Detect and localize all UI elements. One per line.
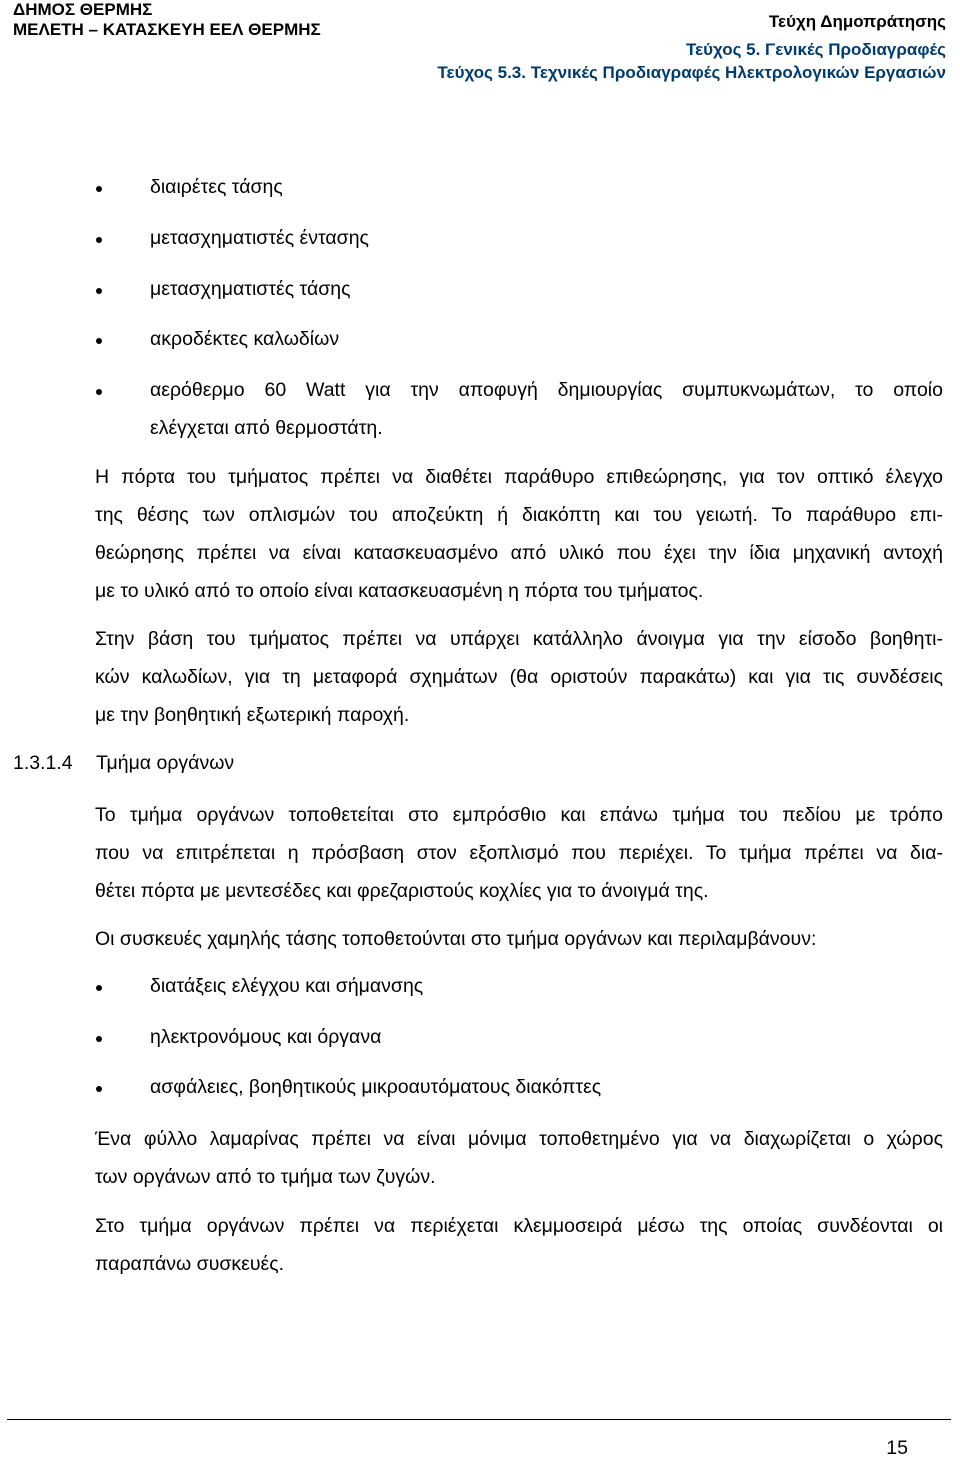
- paragraph-terminal-block: [95, 1207, 943, 1283]
- paragraph-low-voltage-devices: [95, 920, 943, 958]
- list-item: μετασχηματιστές τάσης: [150, 278, 351, 300]
- header-subvolume: Τεύχος 5.3. Τεχνικές Προδιαγραφές Ηλεκτρολογικών Εργασιών: [437, 63, 946, 82]
- paragraph-line: κών καλωδίων, για τη μεταφορά σχημάτων (θα οριστούν παρακάτω) και για τις συνδέσεις: [95, 666, 943, 688]
- footer-divider: [7, 1419, 951, 1420]
- bullet-dot: [96, 338, 102, 344]
- paragraph-door-window: [95, 458, 943, 610]
- paragraph-line: Η πόρτα του τμήματος πρέπει να διαθέτει παράθυρο επιθεώρησης, για τον οπτικό έλεγχο: [95, 466, 943, 488]
- paragraph-instruments-section: [95, 796, 943, 910]
- list-item: διατάξεις ελέγχου και σήμανσης: [150, 975, 424, 997]
- bullet-dot: [96, 1036, 102, 1042]
- paragraph-line: Στο τμήμα οργάνων πρέπει να περιέχεται κλεμμοσειρά μέσω της οποίας συνδέονται οι: [95, 1215, 943, 1237]
- paragraph-line: Στην βάση του τμήματος πρέπει να υπάρχει κατάλληλο άνοιγμα για την είσοδο βοηθητι-: [95, 628, 943, 650]
- paragraph-line: με το υλικό από το οποίο είναι κατασκευασμένη η πόρτα του τμήματος.: [95, 580, 704, 602]
- page-number: 15: [886, 1437, 908, 1459]
- project-title: ΜΕΛΕΤΗ – ΚΑΤΑΣΚΕΥΗ ΕΕΛ ΘΕΡΜΗΣ: [13, 20, 321, 39]
- bullet-dot: [96, 237, 102, 243]
- paragraph-base-opening: [95, 620, 943, 734]
- paragraph-line: Το τμήμα οργάνων τοποθετείται στο εμπρόσθιο και επάνω τμήμα του πεδίου με τρόπο: [95, 804, 943, 826]
- header-volume: Τεύχος 5. Γενικές Προδιαγραφές: [685, 40, 946, 59]
- paragraph-line: Οι συσκευές χαμηλής τάσης τοποθετούνται στο τμήμα οργάνων και περιλαμβάνουν:: [95, 928, 817, 950]
- paragraph-line: των οργάνων από το τμήμα των ζυγών.: [95, 1166, 436, 1188]
- list-item-line: αερόθερμο 60 Watt για την αποφυγή δημιουργίας συμπυκνωμάτων, το οποίο: [150, 379, 943, 401]
- paragraph-line: Ένα φύλλο λαμαρίνας πρέπει να είναι μόνιμα τοποθετημένο για να διαχωρίζεται ο χώρος: [95, 1128, 943, 1150]
- bullet-dot: [96, 985, 102, 991]
- paragraph-line: που να επιτρέπεται η πρόσβαση στον εξοπλισμό που περιέχει. Το τμήμα πρέπει να δια-: [95, 842, 943, 864]
- bullet-dot: [96, 288, 102, 294]
- list-item-line: ελέγχεται από θερμοστάτη.: [150, 417, 383, 439]
- paragraph-line: παραπάνω συσκευές.: [95, 1253, 285, 1275]
- paragraph-metal-sheet: [95, 1120, 943, 1196]
- bullet-dot: [96, 389, 102, 395]
- paragraph-line: της θέσης των οπλισμών του αποζεύκτη ή διακόπτη και του γειωτή. Το παράθυρο επι-: [95, 504, 943, 526]
- municipality-name: ΔΗΜΟΣ ΘΕΡΜΗΣ: [13, 0, 153, 19]
- list-item: ακροδέκτες καλωδίων: [150, 328, 340, 350]
- bullet-dot: [96, 1086, 102, 1092]
- list-item-heater: [150, 371, 943, 447]
- section-title: Τμήμα οργάνων: [96, 752, 235, 774]
- header-volume-group: Τεύχη Δημοπράτησης: [768, 12, 946, 31]
- paragraph-line: με την βοηθητική εξωτερική παροχή.: [95, 704, 410, 726]
- list-item: μετασχηματιστές έντασης: [150, 227, 369, 249]
- section-number: 1.3.1.4: [13, 752, 73, 774]
- paragraph-line: θέτει πόρτα με μεντεσέδες και φρεζαριστούς κοχλίες για το άνοιγμά της.: [95, 880, 709, 902]
- list-item: ηλεκτρονόμους και όργανα: [150, 1026, 382, 1048]
- list-item: ασφάλειες, βοηθητικούς μικροαυτόματους διακόπτες: [150, 1076, 602, 1098]
- header-left: [13, 0, 321, 40]
- bullet-dot: [96, 186, 102, 192]
- paragraph-line: θεώρησης πρέπει να είναι κατασκευασμένο από υλικό που έχει την ίδια μηχανική αντοχή: [95, 542, 943, 564]
- list-item: διαιρέτες τάσης: [150, 176, 283, 198]
